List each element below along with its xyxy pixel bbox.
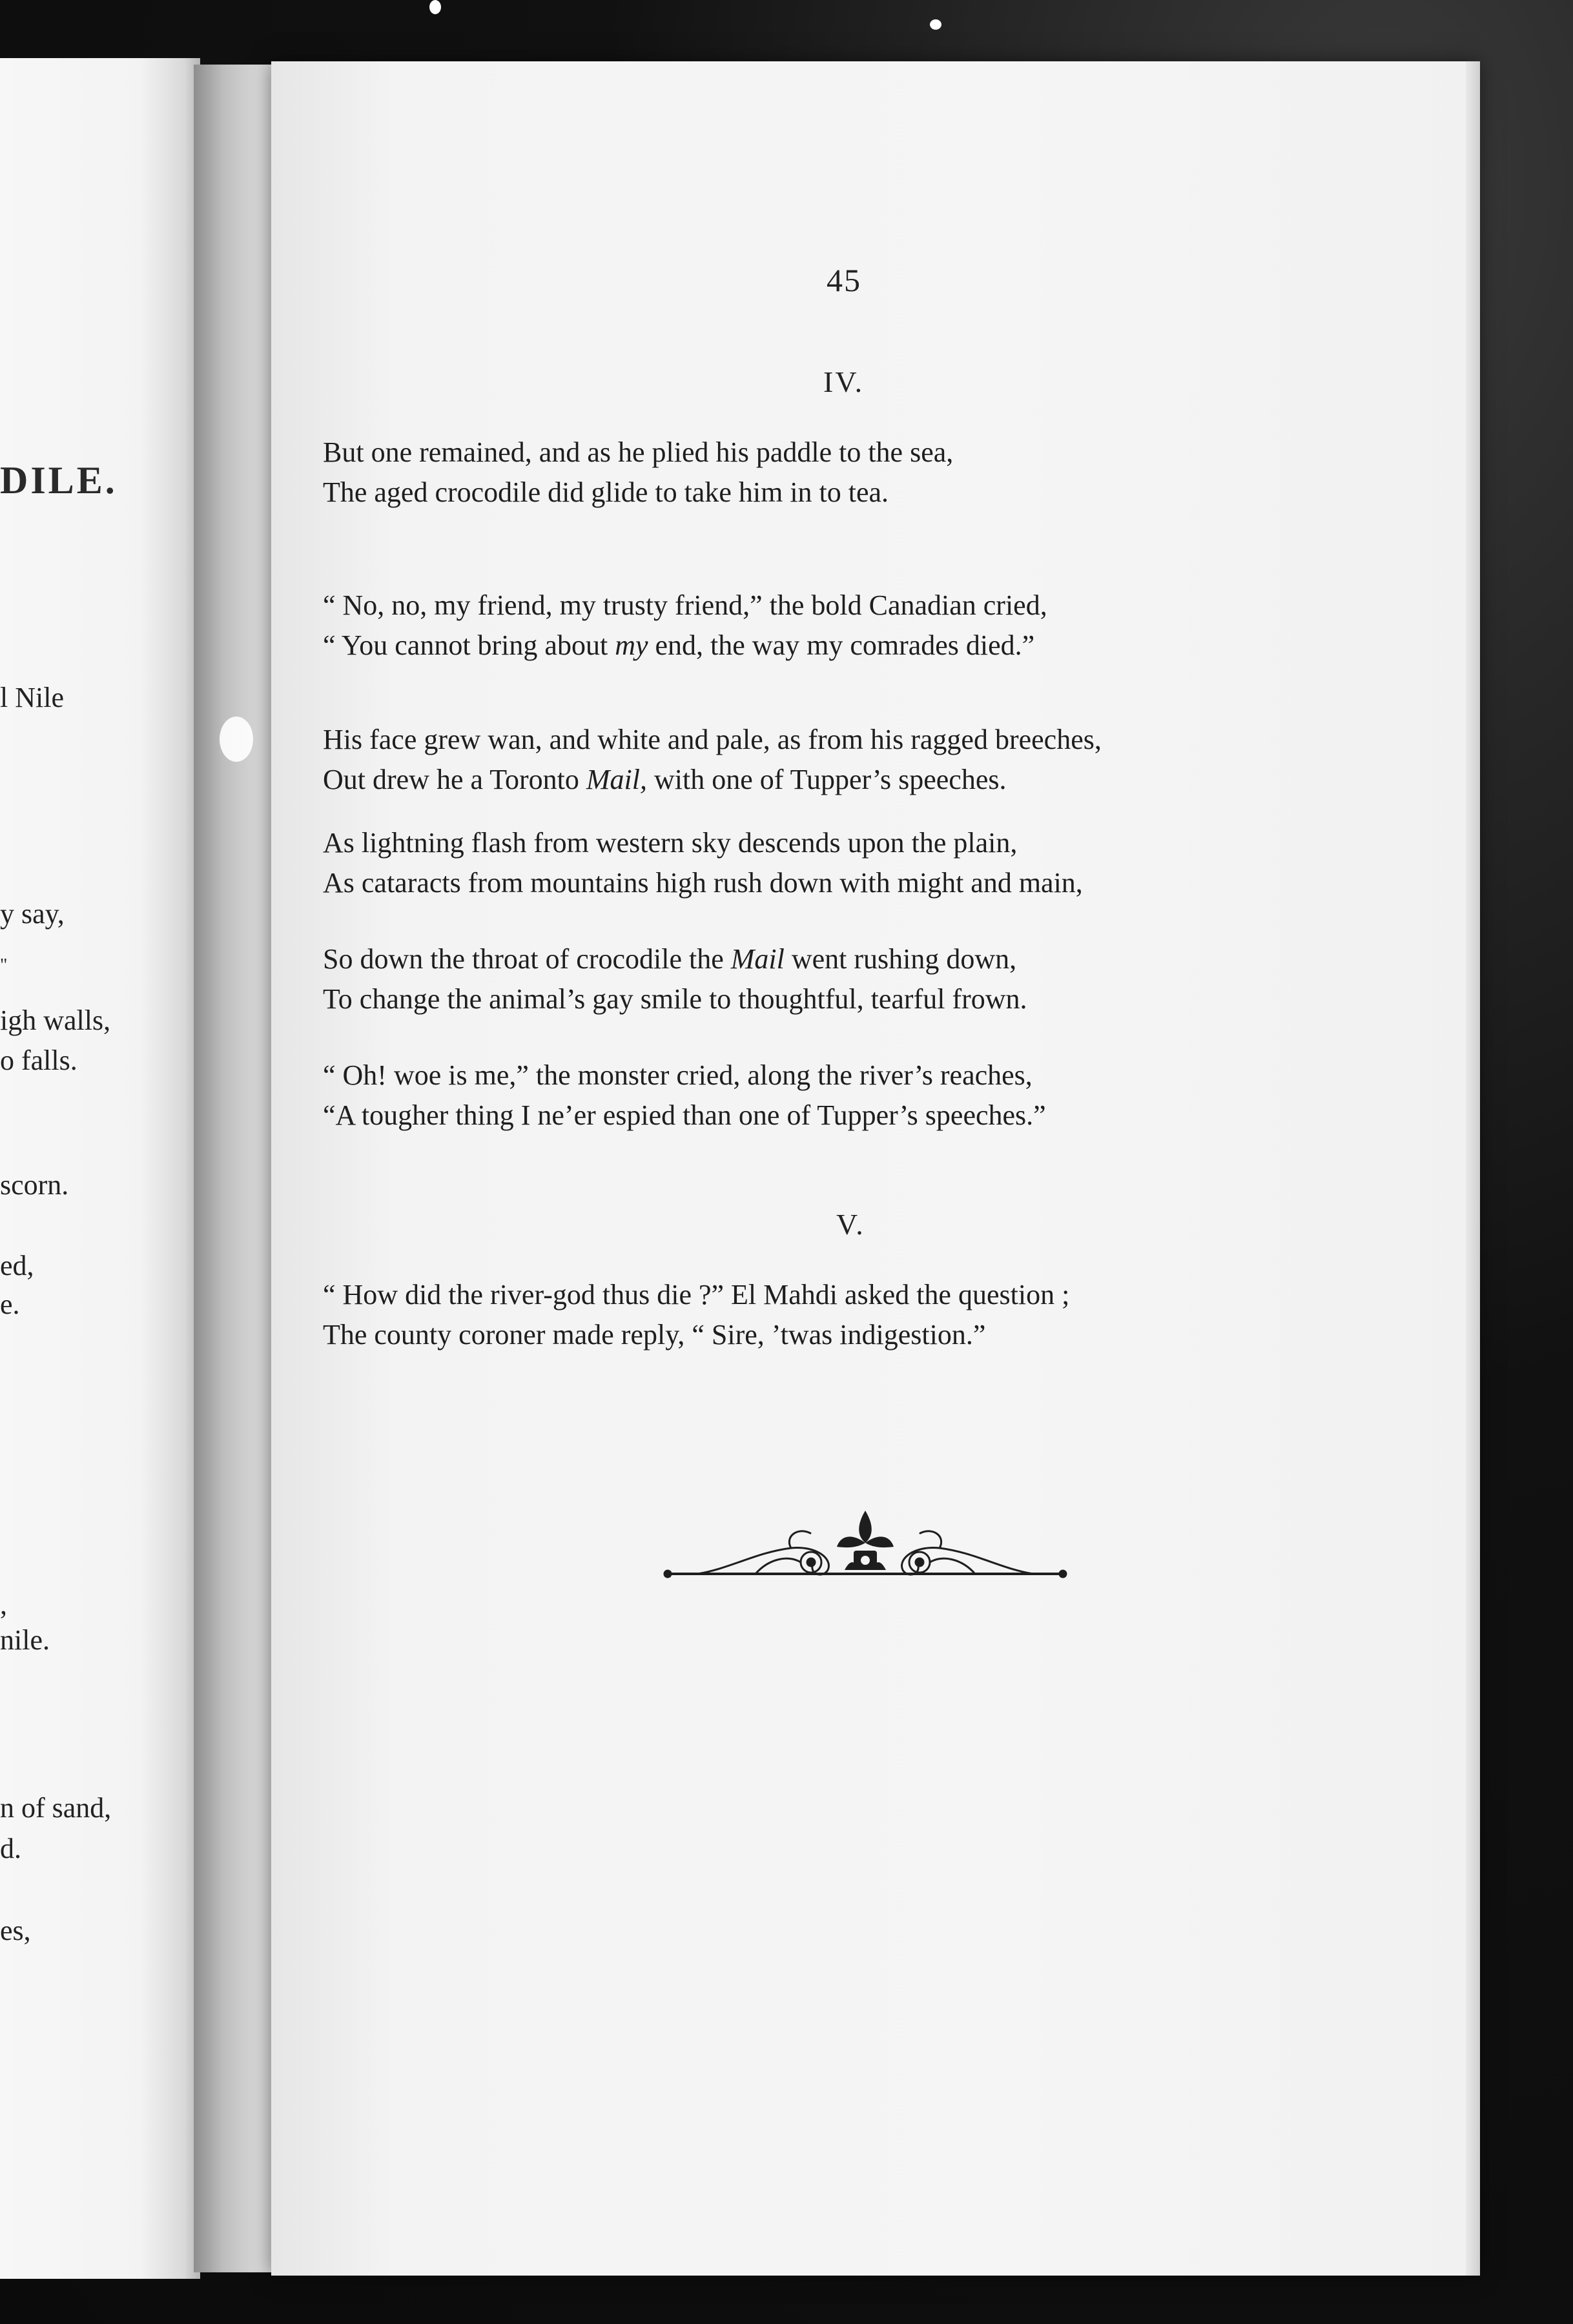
- emphasis: my: [615, 629, 648, 661]
- left-page-line-fragment: nile.: [0, 1624, 50, 1656]
- page-edge: [1466, 61, 1480, 2276]
- stanza-3: [323, 720, 1434, 800]
- stanza-6: [323, 1055, 1434, 1136]
- poem-line: To change the animal’s gay smile to thoughtful, tearful frown.: [323, 983, 1027, 1015]
- scan-dust-spot: [220, 717, 253, 762]
- left-page-line-fragment: n of sand,: [0, 1792, 112, 1824]
- poem-line: The aged crocodile did glide to take him in to tea.: [323, 476, 889, 508]
- scan-dust-spot: [930, 19, 941, 30]
- left-page-line-fragment: ed,: [0, 1250, 34, 1281]
- left-page-line-fragment: es,: [0, 1915, 31, 1946]
- poem-line: As cataracts from mountains high rush down with might and main,: [323, 867, 1083, 899]
- left-page-line-fragment: ,: [0, 1589, 7, 1620]
- poem-line: “ No, no, my friend, my trusty friend,” the bold Canadian cried,: [323, 589, 1047, 621]
- page-number: 45: [827, 262, 861, 298]
- scan-dust-spot: [429, 0, 441, 14]
- left-page-title-fragment: DILE.: [0, 459, 118, 502]
- section-heading-v: V.: [836, 1208, 865, 1241]
- stanza-5: [323, 939, 1434, 1019]
- poem-line: “ How did the river-god thus die ?” El Mahdi asked the question ;: [323, 1279, 1070, 1310]
- poem-line: But one remained, and as he plied his paddle to the sea,: [323, 436, 954, 468]
- left-facing-page: [0, 58, 200, 2279]
- stanza-1: [323, 433, 1434, 513]
- stanza-7: [323, 1275, 1434, 1355]
- poem-line: “A tougher thing I ne’er espied than one of Tupper’s speeches.”: [323, 1099, 1046, 1131]
- emphasis: Mail,: [586, 764, 648, 795]
- poem-line: “ You cannot bring about my end, the way my comrades died.”: [323, 629, 1035, 661]
- poem-line: The county coroner made reply, “ Sire, ’twas indigestion.”: [323, 1319, 986, 1351]
- section-heading-iv: IV.: [823, 365, 865, 398]
- poem-line: Out drew he a Toronto Mail, with one of Tupper’s speeches.: [323, 764, 1007, 795]
- left-page-line-fragment: l Nile: [0, 682, 64, 713]
- left-page-line-fragment: o falls.: [0, 1045, 77, 1076]
- left-page-line-fragment: scorn.: [0, 1169, 69, 1201]
- left-page-line-fragment: e.: [0, 1289, 20, 1320]
- left-page-line-fragment: igh walls,: [0, 1004, 111, 1036]
- left-page-line-fragment: y say,: [0, 898, 65, 930]
- poem-line: His face grew wan, and white and pale, as from his ragged breeches,: [323, 724, 1102, 755]
- left-page-line-fragment: ": [0, 955, 8, 975]
- stanza-4: [323, 823, 1434, 903]
- left-page-line-fragment: d.: [0, 1833, 21, 1864]
- main-page: [271, 61, 1479, 2276]
- poem-line: So down the throat of crocodile the Mail went rushing down,: [323, 943, 1017, 975]
- fleuron-scroll-ornament-icon: [659, 1498, 1072, 1601]
- poem-line: As lightning flash from western sky descends upon the plain,: [323, 827, 1018, 859]
- emphasis: Mail: [730, 943, 785, 975]
- poem-line: “ Oh! woe is me,” the monster cried, along the river’s reaches,: [323, 1059, 1033, 1091]
- stanza-2: [323, 586, 1434, 666]
